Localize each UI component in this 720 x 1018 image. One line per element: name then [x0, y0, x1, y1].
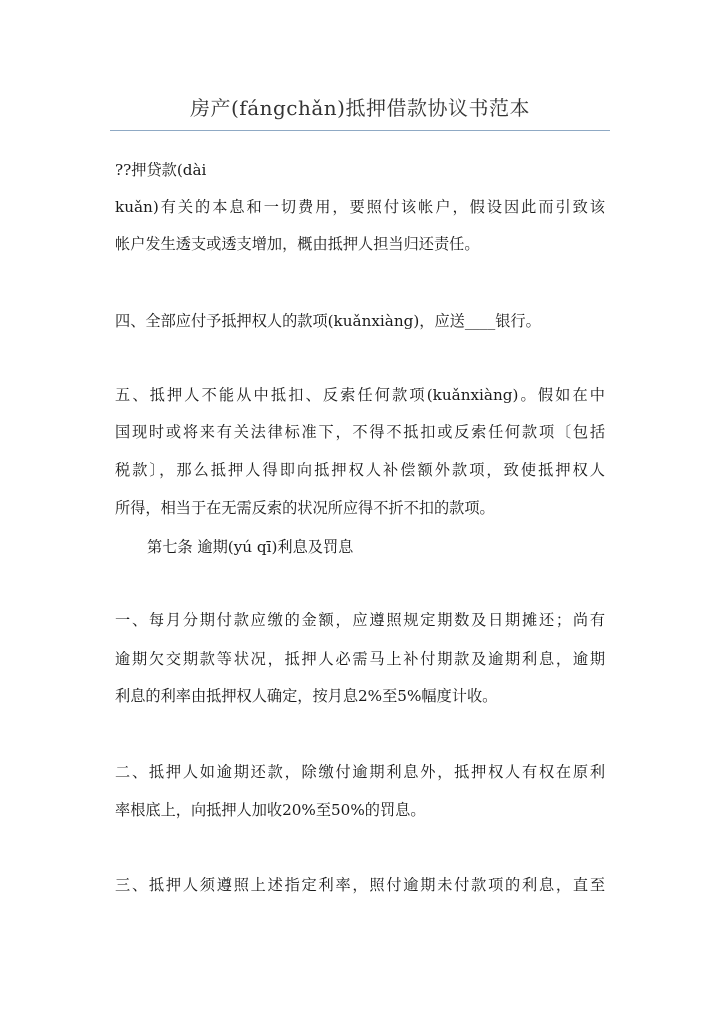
text-line: 所得，相当于在无需反索的状况所应得不折不扣的款项。 [115, 499, 495, 517]
text-line: 利息的利率由抵押权人确定，按月息2%至5%幅度计收。 [115, 687, 498, 705]
text-line: 五、抵押人不能从中抵扣、反索任何款项(kuǎnxiàng)。假如在中 [115, 386, 605, 404]
text-line: 帐户发生透支或透支增加，概由抵押人担当归还责任。 [115, 235, 480, 253]
text-line: ??押贷款(dài [115, 161, 207, 179]
text-line: 税款〕，那么抵押人得即向抵押权人补偿额外款项，致使抵押权人 [115, 461, 605, 479]
text-line: 三、抵押人须遵照上述指定利率，照付逾期未付款项的利息，直至 [115, 876, 605, 894]
text-line: 四、全部应付予抵押权人的款项(kuǎnxiàng)，应送____银行。 [115, 312, 541, 330]
text-line: 一、每月分期付款应缴的金额，应遵照规定期数及日期摊还；尚有 [115, 611, 605, 629]
document-title: 房产(fángchǎn)抵押借款协议书范本 [189, 96, 530, 120]
text-line: 国现时或将来有关法律标准下，不得不抵扣或反索任何款项〔包括 [115, 423, 605, 441]
text-line: kuǎn)有关的本息和一切费用，要照付该帐户，假设因此而引致该 [115, 198, 605, 216]
text-line: 二、抵押人如逾期还款，除缴付逾期利息外，抵押权人有权在原利 [115, 763, 605, 781]
title-divider [110, 130, 610, 131]
section-heading: 第七条 逾期(yú qī)利息及罚息 [147, 538, 354, 556]
text-line: 逾期欠交期款等状况，抵押人必需马上补付期款及逾期利息，逾期 [115, 650, 605, 668]
text-line: 率根底上，向抵押人加收20%至50%的罚息。 [115, 801, 426, 819]
